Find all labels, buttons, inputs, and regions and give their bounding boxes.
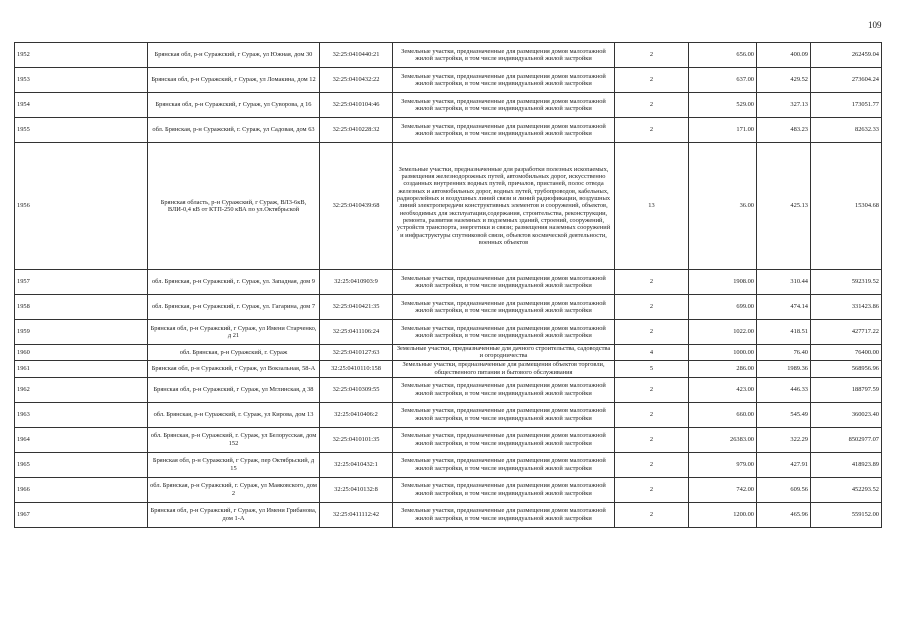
address-cell: обл. Брянская, р-н Суражский, г. Сураж [148,345,320,361]
group-cell: 2 [615,477,689,502]
land-use-cell: Земельные участки, предназначенные для размещения домов малоэтажной жилой застройки, в том числе индивидуальной жилой застройки [393,477,615,502]
cadastral-value-cell: 82632.33 [811,118,882,143]
land-use-cell: Земельные участки, предназначенные для размещения домов малоэтажной жилой застройки, в том числе индивидуальной жилой застройки [393,377,615,402]
cadastral-number-cell: 32:25:0410309:55 [320,377,393,402]
address-cell: Брянская обл, р-н Суражский, г Сураж, ул Имени Старченко, д 21 [148,320,320,345]
cadastral-value-cell: 8502977.07 [811,427,882,452]
cadastral-number-cell: 32:25:0410432:22 [320,68,393,93]
area-cell: 171.00 [689,118,757,143]
address-cell: Брянская обл, р-н Суражский, г Сураж, пер Октябрьский, д 15 [148,452,320,477]
row-number-cell: 1959 [15,320,148,345]
specific-value-cell: 446.33 [757,377,811,402]
group-cell: 2 [615,270,689,295]
area-cell: 286.00 [689,360,757,377]
group-cell: 2 [615,502,689,527]
cadastral-number-cell: 32:25:0410104:46 [320,93,393,118]
group-cell: 2 [615,68,689,93]
row-number-cell: 1954 [15,93,148,118]
group-cell: 2 [615,43,689,68]
cadastral-value-cell: 262459.04 [811,43,882,68]
address-cell: обл. Брянская, р-н Суражский, г. Сураж, ул Садовая, дом 63 [148,118,320,143]
land-use-cell: Земельные участки, предназначенные для размещения объектов торговли, общественного питания и бытового обслуживания [393,360,615,377]
table-row [15,270,882,295]
address-cell: обл. Брянская, р-н Суражский, г. Сураж, ул Белорусская, дом 152 [148,427,320,452]
table-row [15,502,882,527]
cadastral-value-cell: 568956.96 [811,360,882,377]
land-use-cell: Земельные участки, предназначенные для разработки полезных ископаемых, размещения железнодорожных путей, автомобильных дорог, искусственно созданных внутренних водных путей, причалов, пристаней, полос отвода железных и автомобильных дорог, водных путей, трубопроводов, кабельных, радиорелейных и воздушных линий связи и линий радиофикации, воздушных линий электропередачи конструктивных элементов и сооружений, объектов, необходимых для эксплуатации,содержания, строительства, реконструкции, ремонта, развития наземных и подземных зданий, строений, сооружений, устройств транспорта, энергетики и связи; размещения наземных сооружений и инфраструктуры спутниковой связи, объектов космической деятельности, военных объектов [393,143,615,270]
cadastral-number-cell: 32:25:0410228:32 [320,118,393,143]
cadastral-number-cell: 32:25:0410406:2 [320,402,393,427]
address-cell: Брянская обл, р-н Суражский, г Сураж, ул Вокзальная, 58-А [148,360,320,377]
land-use-cell: Земельные участки, предназначенные для размещения домов малоэтажной жилой застройки, в том числе индивидуальной жилой застройки [393,93,615,118]
row-number-cell: 1967 [15,502,148,527]
cadastral-number-cell: 32:25:0410110:158 [320,360,393,377]
specific-value-cell: 418.51 [757,320,811,345]
address-cell: обл. Брянская, р-н Суражский, г. Сураж, ул. Гагарина, дом 7 [148,295,320,320]
area-cell: 529.00 [689,93,757,118]
row-number-cell: 1957 [15,270,148,295]
cadastral-value-cell: 559152.00 [811,502,882,527]
cadastral-value-cell: 188797.59 [811,377,882,402]
cadastral-number-cell: 32:25:0410101:35 [320,427,393,452]
row-number-cell: 1952 [15,43,148,68]
specific-value-cell: 483.23 [757,118,811,143]
land-use-cell: Земельные участки, предназначенные для размещения домов малоэтажной жилой застройки, в том числе индивидуальной жилой застройки [393,118,615,143]
cadastral-number-cell: 32:25:0410421:35 [320,295,393,320]
row-number-cell: 1956 [15,143,148,270]
table-row [15,295,882,320]
specific-value-cell: 322.29 [757,427,811,452]
cadastral-value-cell: 360023.40 [811,402,882,427]
area-cell: 1000.00 [689,345,757,361]
address-cell: Брянская обл, р-н Суражский, г Сураж, ул Южная, дом 30 [148,43,320,68]
cadastral-number-cell: 32:25:0410432:1 [320,452,393,477]
area-cell: 699.00 [689,295,757,320]
row-number-cell: 1963 [15,402,148,427]
cadastral-number-cell: 32:25:0410132:8 [320,477,393,502]
table-row [15,320,882,345]
row-number-cell: 1955 [15,118,148,143]
table-row [15,93,882,118]
land-use-cell: Земельные участки, предназначенные для размещения домов малоэтажной жилой застройки, в том числе индивидуальной жилой застройки [393,270,615,295]
address-cell: обл. Брянская, р-н Суражский, г. Сураж, ул Кирова, дом 13 [148,402,320,427]
address-cell: обл. Брянская, р-н Суражский, г. Сураж, ул Маяковского, дом 2 [148,477,320,502]
area-cell: 637.00 [689,68,757,93]
specific-value-cell: 425.13 [757,143,811,270]
address-cell: Брянская область, р-н Суражский, г Сураж, ВЛ3-6кВ, ВЛИ-0,4 кВ от КТП-250 кВА по ул.Октябрьской [148,143,320,270]
specific-value-cell: 427.91 [757,452,811,477]
specific-value-cell: 609.56 [757,477,811,502]
cadastral-value-cell: 418923.89 [811,452,882,477]
address-cell: Брянская обл, р-н Суражский, г Сураж, ул Суворова, д 16 [148,93,320,118]
area-cell: 742.00 [689,477,757,502]
land-use-cell: Земельные участки, предназначенные для размещения домов малоэтажной жилой застройки, в том числе индивидуальной жилой застройки [393,43,615,68]
area-cell: 1200.00 [689,502,757,527]
row-number-cell: 1964 [15,427,148,452]
table-row [15,118,882,143]
table-row [15,427,882,452]
land-use-cell: Земельные участки, предназначенные для размещения домов малоэтажной жилой застройки, в том числе индивидуальной жилой застройки [393,502,615,527]
table-row [15,477,882,502]
land-use-cell: Земельные участки, предназначенные для размещения домов малоэтажной жилой застройки, в том числе индивидуальной жилой застройки [393,295,615,320]
cadastral-number-cell: 32:25:0411106:24 [320,320,393,345]
table-row [15,68,882,93]
cadastral-value-cell: 592319.52 [811,270,882,295]
cadastral-number-cell: 32:25:0410127:63 [320,345,393,361]
land-use-cell: Земельные участки, предназначенные для размещения домов малоэтажной жилой застройки, в том числе индивидуальной жилой застройки [393,452,615,477]
table-row [15,452,882,477]
specific-value-cell: 1989.36 [757,360,811,377]
specific-value-cell: 465.96 [757,502,811,527]
specific-value-cell: 545.49 [757,402,811,427]
row-number-cell: 1953 [15,68,148,93]
area-cell: 1908.00 [689,270,757,295]
table-row [15,402,882,427]
cadastral-value-cell: 15304.68 [811,143,882,270]
area-cell: 1022.00 [689,320,757,345]
specific-value-cell: 310.44 [757,270,811,295]
table-row [15,43,882,68]
land-use-cell: Земельные участки, предназначенные для размещения домов малоэтажной жилой застройки, в том числе индивидуальной жилой застройки [393,320,615,345]
table-row [15,345,882,361]
row-number-cell: 1958 [15,295,148,320]
area-cell: 36.00 [689,143,757,270]
land-use-cell: Земельные участки, предназначенные для дачного строительства, садоводства и огородничества [393,345,615,361]
group-cell: 2 [615,452,689,477]
row-number-cell: 1961 [15,360,148,377]
cadastral-number-cell: 32:25:0410903:9 [320,270,393,295]
cadastral-value-cell: 331423.86 [811,295,882,320]
table-row [15,377,882,402]
land-use-cell: Земельные участки, предназначенные для размещения домов малоэтажной жилой застройки, в том числе индивидуальной жилой застройки [393,427,615,452]
specific-value-cell: 327.13 [757,93,811,118]
row-number-cell: 1966 [15,477,148,502]
area-cell: 660.00 [689,402,757,427]
table-row [15,360,882,377]
cadastral-number-cell: 32:25:0411112:42 [320,502,393,527]
specific-value-cell: 400.09 [757,43,811,68]
cadastral-value-cell: 273604.24 [811,68,882,93]
land-use-cell: Земельные участки, предназначенные для размещения домов малоэтажной жилой застройки, в том числе индивидуальной жилой застройки [393,68,615,93]
group-cell: 2 [615,118,689,143]
cadastral-number-cell: 32:25:0410439:68 [320,143,393,270]
group-cell: 13 [615,143,689,270]
cadastral-value-cell: 76400.00 [811,345,882,361]
group-cell: 2 [615,427,689,452]
area-cell: 979.00 [689,452,757,477]
cadastral-value-cell: 452293.52 [811,477,882,502]
group-cell: 5 [615,360,689,377]
specific-value-cell: 474.14 [757,295,811,320]
specific-value-cell: 76.40 [757,345,811,361]
address-cell: обл. Брянская, р-н Суражский, г. Сураж, ул. Западная, дом 9 [148,270,320,295]
row-number-cell: 1965 [15,452,148,477]
group-cell: 2 [615,93,689,118]
area-cell: 26383.00 [689,427,757,452]
group-cell: 4 [615,345,689,361]
page-number: 109 [868,20,882,30]
area-cell: 423.00 [689,377,757,402]
land-registry-table [14,42,882,528]
cadastral-value-cell: 427717.22 [811,320,882,345]
area-cell: 656.00 [689,43,757,68]
group-cell: 2 [615,402,689,427]
row-number-cell: 1960 [15,345,148,361]
row-number-cell: 1962 [15,377,148,402]
specific-value-cell: 429.52 [757,68,811,93]
table-row [15,143,882,270]
address-cell: Брянская обл, р-н Суражский, г Сураж, ул Мглинская, д 38 [148,377,320,402]
land-use-cell: Земельные участки, предназначенные для размещения домов малоэтажной жилой застройки, в том числе индивидуальной жилой застройки [393,402,615,427]
group-cell: 2 [615,320,689,345]
address-cell: Брянская обл, р-н Суражский, г Сураж, ул Ломакина, дом 12 [148,68,320,93]
cadastral-value-cell: 173051.77 [811,93,882,118]
cadastral-number-cell: 32:25:0410440:21 [320,43,393,68]
group-cell: 2 [615,295,689,320]
address-cell: Брянская обл, р-н Суражский, г Сураж, ул Имени Грибанова, дом 1-А [148,502,320,527]
group-cell: 2 [615,377,689,402]
